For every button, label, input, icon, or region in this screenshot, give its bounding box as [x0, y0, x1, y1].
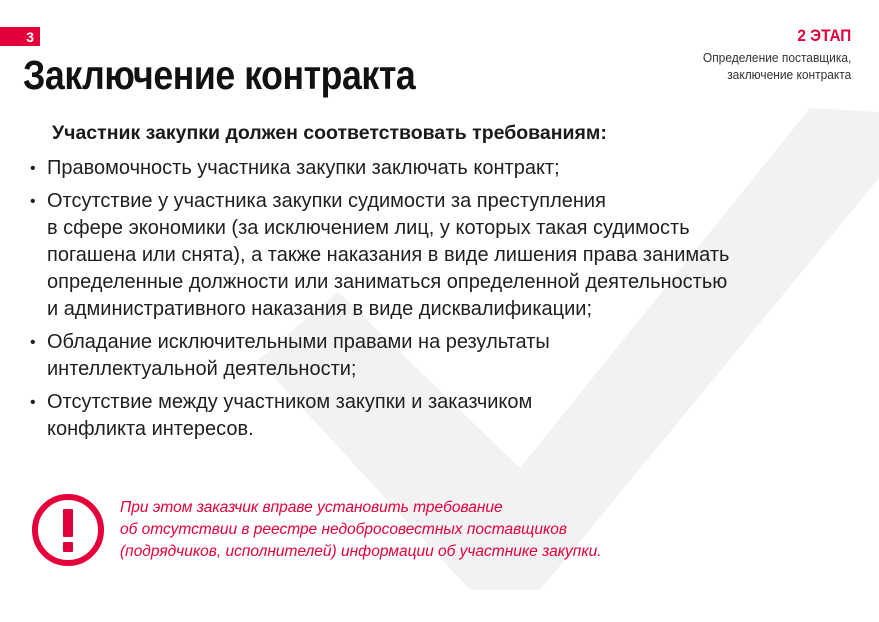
- requirements-list: [30, 155, 860, 443]
- requirement-line: определенные должности или заниматься определенной деятельностью: [47, 271, 728, 293]
- requirement-line: интеллектуальной деятельности;: [47, 358, 357, 380]
- stage-subtitle-line1: Определение поставщика,: [702, 50, 851, 65]
- requirements-heading: Участник закупки должен соответствовать требованиям:: [52, 122, 607, 144]
- requirement-item-4: [30, 389, 860, 443]
- page-number-badge: [0, 27, 40, 46]
- stage-subtitle: [703, 49, 851, 83]
- notice-line: об отсутствии в реестре недобросовестных поставщиков: [120, 521, 568, 538]
- stage-title: 2 ЭТАП: [797, 26, 851, 45]
- bullet-icon: •: [30, 193, 36, 210]
- requirement-item-1: [30, 155, 860, 182]
- notice-line: (подрядчиков, исполнителей) информации об участнике закупки.: [120, 543, 602, 560]
- stage-subtitle-line2: заключение контракта: [726, 67, 851, 82]
- page-number: 3: [26, 28, 34, 45]
- requirement-line: Правомочность участника закупки заключать контракт;: [47, 157, 560, 179]
- requirement-line: погашена или снята), а также наказания в виде лишения права занимать: [47, 244, 730, 266]
- bullet-icon: •: [30, 334, 36, 351]
- requirement-line: и административного наказания в виде дисквалификации;: [47, 298, 593, 320]
- notice-text: [120, 497, 602, 563]
- bullet-icon: •: [30, 394, 36, 411]
- requirement-line: конфликта интересов.: [47, 418, 254, 440]
- requirement-line: Отсутствие между участником закупки и заказчиком: [47, 391, 533, 413]
- exclamation-circle-icon: [30, 492, 110, 572]
- stage-header: [690, 26, 851, 83]
- notice-line: При этом заказчик вправе установить требование: [120, 499, 503, 516]
- requirement-line: Отсутствие у участника закупки судимости за преступления: [47, 190, 606, 212]
- requirements-section: [30, 122, 860, 449]
- notice-block: [30, 492, 870, 572]
- requirement-line: в сфере экономики (за исключением лиц, у которых такая судимость: [47, 217, 690, 239]
- page-title: Заключение контракта: [23, 52, 416, 98]
- requirement-line: Обладание исключительными правами на результаты: [47, 331, 550, 353]
- bullet-icon: •: [30, 160, 36, 177]
- requirement-item-2: [30, 188, 860, 323]
- requirement-item-3: [30, 329, 860, 383]
